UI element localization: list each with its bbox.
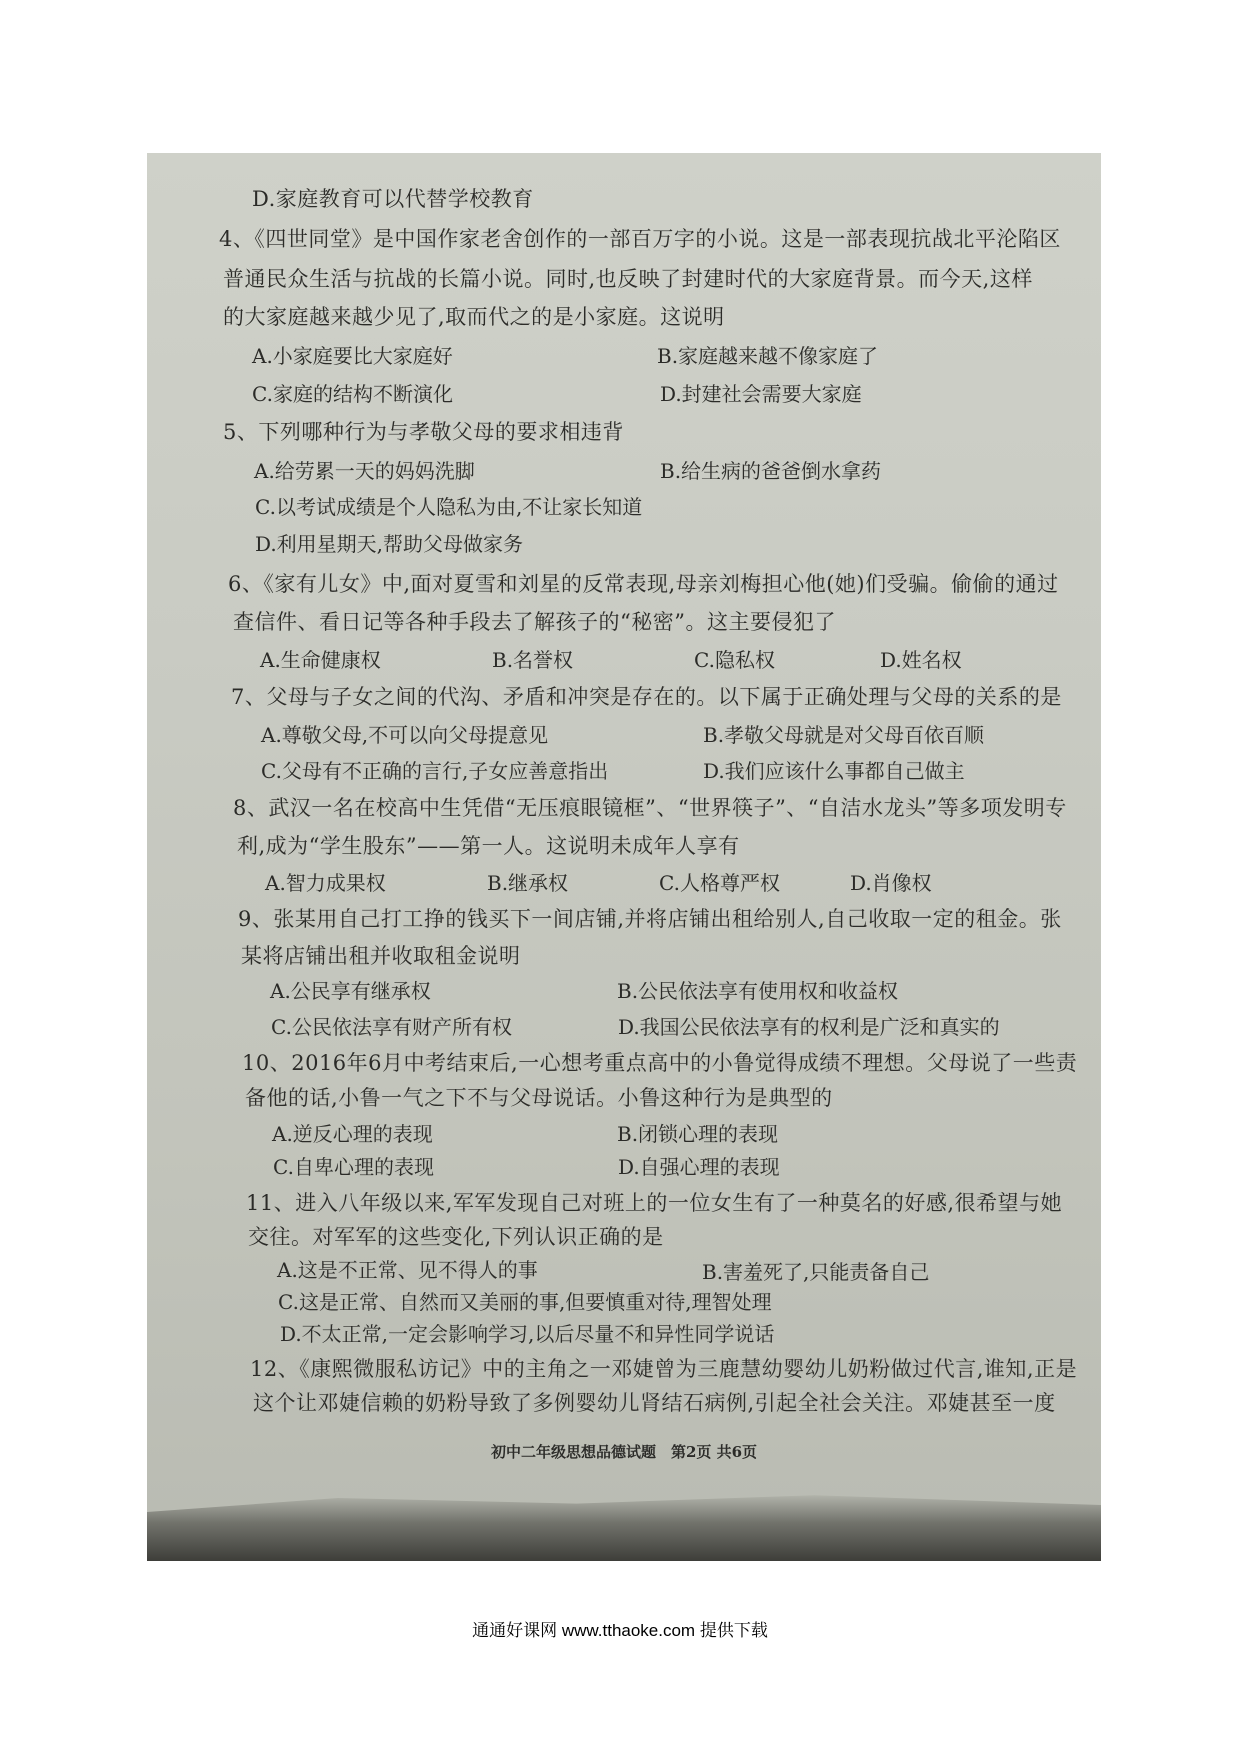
- q6-option-b: B.名誉权: [492, 648, 574, 672]
- q8-stem-line2: 利,成为“学生股东”——第一人。这说明未成年人享有: [237, 834, 740, 858]
- q5-option-c: C.以考试成绩是个人隐私为由,不让家长知道: [255, 495, 643, 519]
- q6-stem-line2: 查信件、看日记等各种手段去了解孩子的“秘密”。这主要侵犯了: [233, 610, 836, 634]
- q7-option-c: C.父母有不正确的言行,子女应善意指出: [261, 759, 609, 783]
- q9-stem-line1: 9、张某用自己打工挣的钱买下一间店铺,并将店铺出租给别人,自己收取一定的租金。张: [238, 907, 1062, 931]
- exam-page-number: 初中二年级思想品德试题 第2页 共6页: [490, 1443, 758, 1461]
- q11-option-d: D.不太正常,一定会影响学习,以后尽量不和异性同学说话: [280, 1322, 775, 1346]
- q11-option-b: B.害羞死了,只能责备自己: [702, 1260, 930, 1284]
- q11-option-a: A.这是不正常、见不得人的事: [277, 1258, 538, 1282]
- q4-option-d: D.封建社会需要大家庭: [660, 382, 862, 406]
- q4-option-a: A.小家庭要比大家庭好: [252, 344, 453, 368]
- q8-stem-line1: 8、武汉一名在校高中生凭借“无压痕眼镜框”、“世界筷子”、“自洁水龙头”等多项发明专: [233, 796, 1067, 820]
- q7-option-a: A.尊敬父母,不可以向父母提意见: [261, 723, 549, 747]
- q9-stem-line2: 某将店铺出租并收取租金说明: [241, 944, 521, 968]
- q4-stem-line2: 普通民众生活与抗战的长篇小说。同时,也反映了封建时代的大家庭背景。而今天,这样: [223, 267, 1033, 291]
- q9-option-a: A.公民享有继承权: [270, 979, 431, 1003]
- site-footer: 通通好课网 www.tthaoke.com 提供下载: [472, 1621, 768, 1640]
- q9-option-d: D.我国公民依法享有的权利是广泛和真实的: [618, 1015, 1000, 1039]
- q8-option-b: B.继承权: [487, 871, 569, 895]
- q6-option-d: D.姓名权: [880, 648, 962, 672]
- q4-option-b: B.家庭越来越不像家庭了: [657, 344, 879, 368]
- q10-option-a: A.逆反心理的表现: [272, 1122, 433, 1146]
- q5-option-d: D.利用星期天,帮助父母做家务: [255, 532, 524, 556]
- q4-stem-line3: 的大家庭越来越少见了,取而代之的是小家庭。这说明: [223, 305, 725, 329]
- q3-option-d: D.家庭教育可以代替学校教育: [252, 187, 534, 211]
- q10-stem-line1: 10、2016年6月中考结束后,一心想考重点高中的小鲁觉得成绩不理想。父母说了一些责: [242, 1051, 1078, 1075]
- q11-option-c: C.这是正常、自然而又美丽的事,但要慎重对待,理智处理: [278, 1290, 772, 1314]
- q12-stem-line1: 12、《康熙微服私访记》中的主角之一邓婕曾为三鹿慧幼婴幼儿奶粉做过代言,谁知,正是: [250, 1357, 1078, 1381]
- q6-stem-line1: 6、《家有儿女》中,面对夏雪和刘星的反常表现,母亲刘梅担心他(她)们受骗。偷偷的通过: [228, 572, 1059, 596]
- q7-stem: 7、父母与子女之间的代沟、矛盾和冲突是存在的。以下属于正确处理与父母的关系的是: [231, 685, 1062, 709]
- q11-stem-line1: 11、进入八年级以来,军军发现自己对班上的一位女生有了一种莫名的好感,很希望与她: [246, 1191, 1063, 1215]
- q10-option-d: D.自强心理的表现: [618, 1155, 780, 1179]
- q10-option-b: B.闭锁心理的表现: [617, 1122, 779, 1146]
- q8-option-c: C.人格尊严权: [659, 871, 780, 895]
- q10-option-c: C.自卑心理的表现: [273, 1155, 434, 1179]
- exam-page-footer: [147, 1441, 1101, 1462]
- q4-option-c: C.家庭的结构不断演化: [252, 382, 453, 406]
- q5-stem: 5、下列哪种行为与孝敬父母的要求相违背: [223, 420, 624, 444]
- q6-option-a: A.生命健康权: [260, 648, 381, 672]
- q4-stem-line1: 4、《四世同堂》是中国作家老舍创作的一部百万字的小说。这是一部表现抗战北平沦陷区: [219, 227, 1061, 251]
- q5-option-a: A.给劳累一天的妈妈洗脚: [254, 459, 475, 483]
- q10-stem-line2: 备他的话,小鲁一气之下不与父母说话。小鲁这种行为是典型的: [245, 1086, 833, 1110]
- q8-option-a: A.智力成果权: [265, 871, 386, 895]
- q5-option-b: B.给生病的爸爸倒水拿药: [660, 459, 882, 483]
- q12-stem-line2: 这个让邓婕信赖的奶粉导致了多例婴幼儿肾结石病例,引起全社会关注。邓婕甚至一度: [253, 1391, 1056, 1415]
- q11-stem-line2: 交往。对军军的这些变化,下列认识正确的是: [248, 1225, 664, 1249]
- q8-option-d: D.肖像权: [850, 871, 932, 895]
- exam-page-photo: [147, 153, 1101, 1561]
- q9-option-b: B.公民依法享有使用权和收益权: [617, 979, 899, 1003]
- q7-option-b: B.孝敬父母就是对父母百依百顺: [703, 723, 985, 747]
- q7-option-d: D.我们应该什么事都自己做主: [703, 759, 965, 783]
- q6-option-c: C.隐私权: [694, 648, 775, 672]
- q9-option-c: C.公民依法享有财产所有权: [271, 1015, 512, 1039]
